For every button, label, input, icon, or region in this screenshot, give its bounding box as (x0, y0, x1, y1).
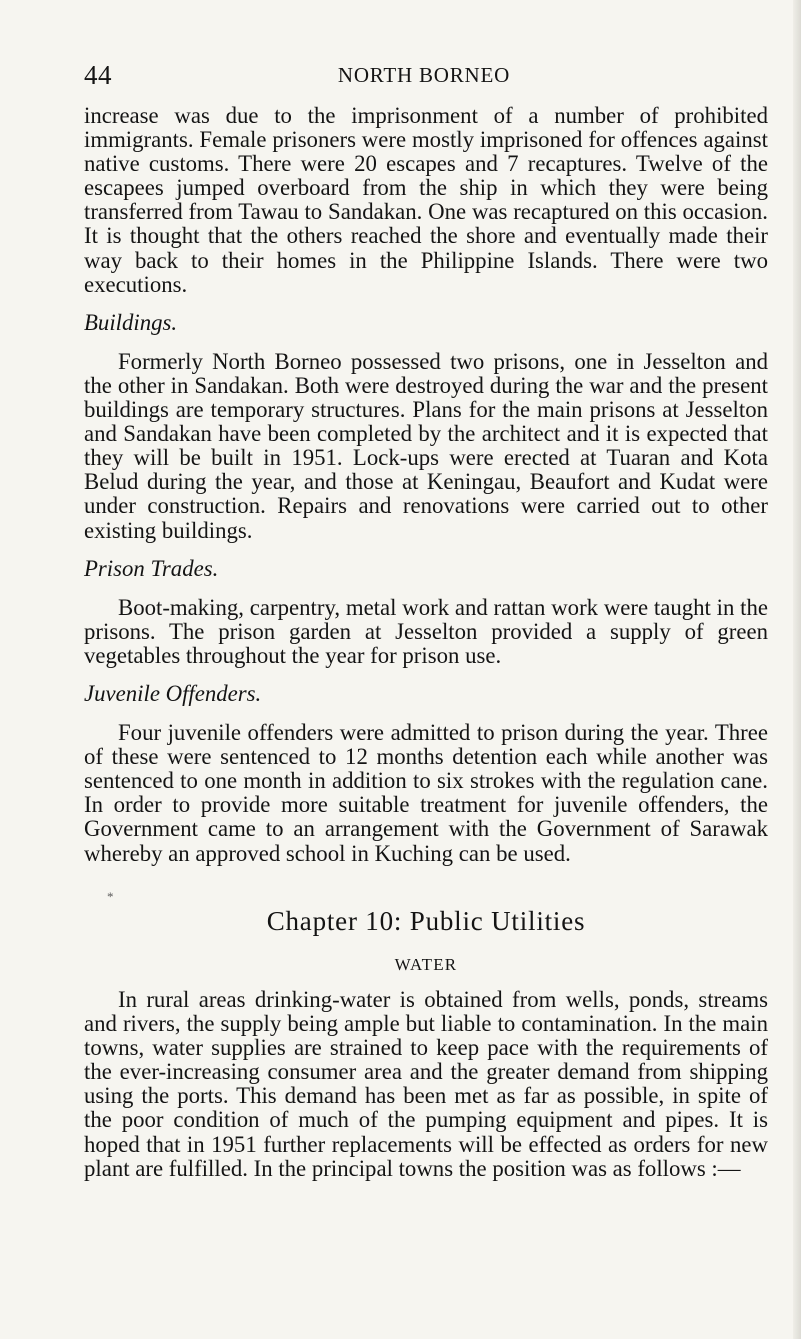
running-title: NORTH BORNEO (337, 63, 511, 87)
heading-buildings: Buildings. (84, 309, 178, 335)
margin-mark: * (107, 889, 114, 904)
paragraph-water: In rural areas drinking-water is obtained from wells, ponds, streams and rivers, the supply being ample but liable to contamination. In the main towns, water supplies are strained to keep pace with the requirements of the ever-increasing consumer area and the greater demand from shipping using the ports. This demand has been met as far as possible, in spite of the poor condition of much of the pumping equipment and pipes. It is hoped that in 1951 further replacements will be effected as orders for new plant are fulfilled. In the principal towns the position was as follows :— (84, 987, 768, 1181)
heading-prison-trades: Prison Trades. (84, 555, 219, 581)
heading-juvenile-offenders: Juvenile Offenders. (84, 680, 262, 706)
main-text (84, 104, 768, 866)
paragraph-juvenile-offenders: Four juvenile offenders were admitted to prison during the year. Three of these were sentenced to 12 months detention each while another was sentenced to one month in addition to six strokes with the regulation cane. In order to provide more suitable treatment for juvenile offenders, the Government came to an arrangement with the Government of Sarawak whereby an approved school in Kuching can be used. (84, 720, 768, 866)
paragraph-prisoners: increase was due to the imprisonment of a number of prohibited immigrants. Female prisoners were mostly imprisoned for offences against native customs. There were 20 escapes and 7 recaptures. Twelve of the escapees jumped overboard from the ship in which they were being transferred from Tawau to Sandakan. One was recaptured on this occasion. It is thought that the others reached the shore and eventually made their way back to their homes in the Philippine Islands. There were two executions. (84, 103, 768, 297)
paragraph-buildings: Formerly North Borneo possessed two prisons, one in Jesselton and the other in Sandakan. Both were destroyed during the war and the present buildings are temporary structures. Plans for the main prisons at Jesselton and Sandakan have been completed by the architect and it is expected that they will be built in 1951. Lock-ups were erected at Tuaran and Kota Belud during the year, and those at Keningau, Beaufort and Kudat were under construction. Repairs and renovations were carried out to other existing buildings. (84, 348, 768, 543)
water-section (84, 988, 768, 1181)
page-number: 44 (84, 60, 112, 90)
chapter-title: Chapter 10: Public Utilities (266, 906, 586, 936)
page-header (84, 60, 764, 94)
paragraph-prison-trades: Boot-making, carpentry, metal work and rattan work were taught in the prisons. The prison garden at Jesselton provided a supply of green vegetables throughout the year for prison use. (84, 594, 768, 668)
page-edge (793, 0, 801, 1339)
section-title: WATER (394, 955, 458, 974)
